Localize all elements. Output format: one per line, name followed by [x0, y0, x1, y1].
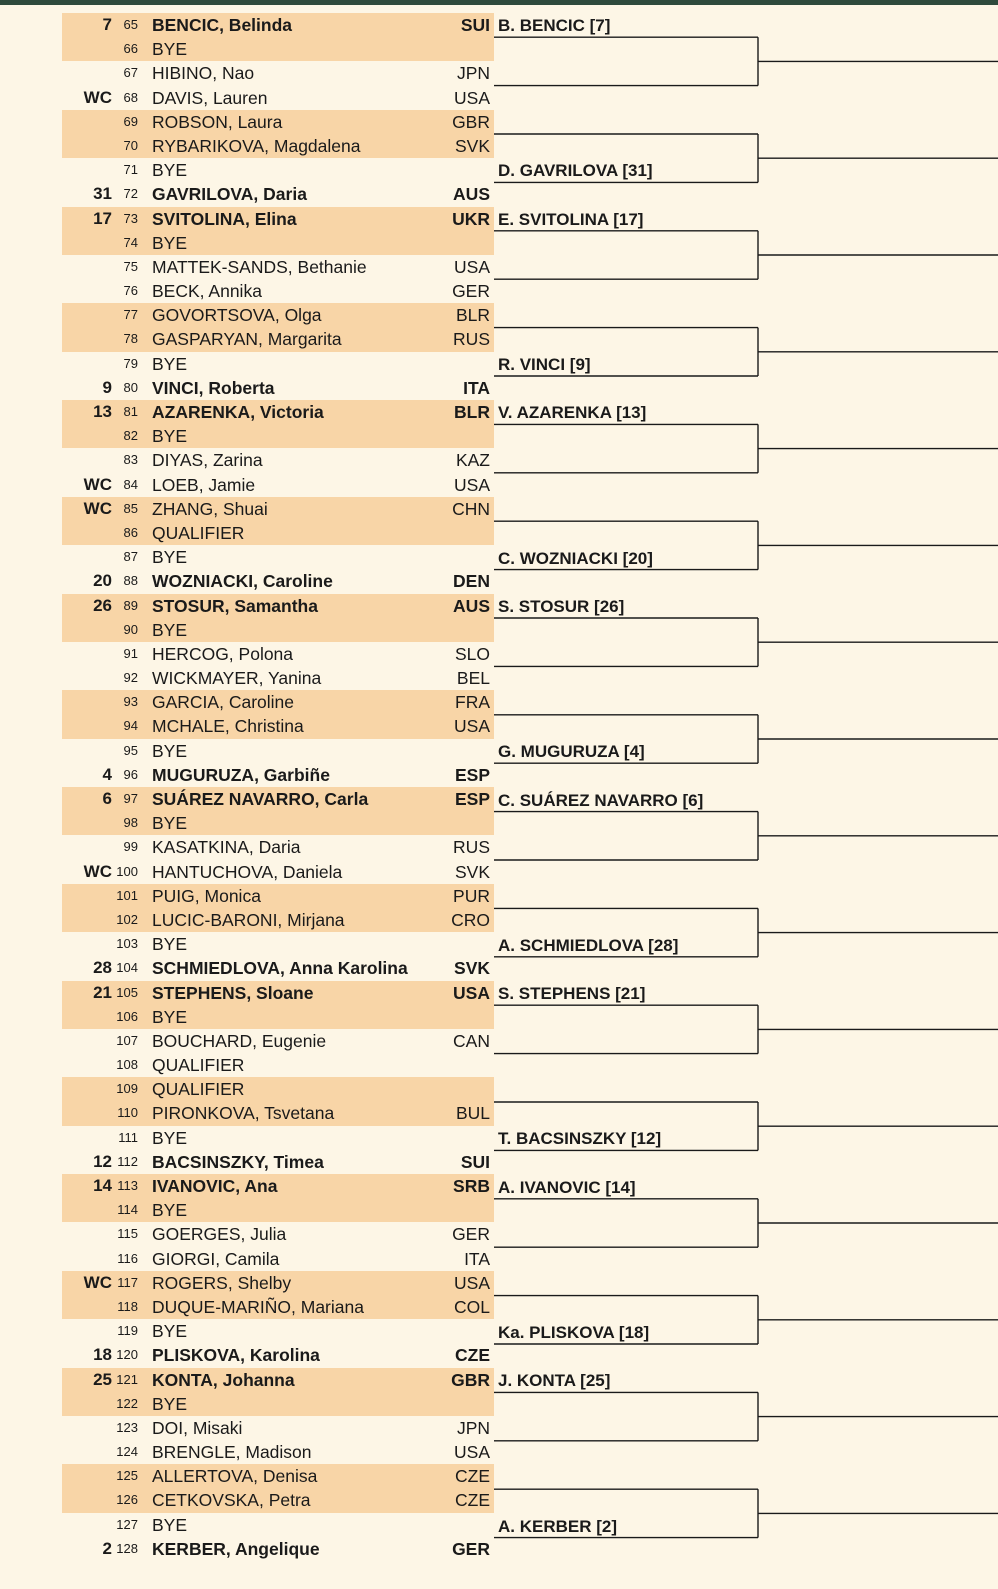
draw-number: 124: [116, 1444, 138, 1460]
player: ZHANG, Shuai: [152, 498, 268, 519]
player: LOEB, Jamie: [152, 474, 256, 495]
draw-number: 118: [117, 1298, 138, 1314]
draw-number: 103: [116, 936, 138, 952]
draw-number: 110: [117, 1105, 138, 1121]
draw-number: 68: [123, 89, 138, 105]
country: GBR: [452, 111, 490, 132]
draw-number: 108: [116, 1057, 138, 1073]
draw-number: 111: [118, 1129, 138, 1145]
draw-number: 98: [123, 815, 138, 831]
player: ROGERS, Shelby: [152, 1272, 292, 1293]
player: BYE: [152, 1514, 188, 1535]
draw-number: 84: [123, 476, 138, 492]
winner-label: D. GAVRILOVA [31]: [498, 161, 653, 181]
country: PUR: [453, 885, 490, 906]
draw-number: 66: [123, 41, 138, 57]
player: PIRONKOVA, Tsvetana: [152, 1103, 335, 1124]
draw-number: 88: [123, 573, 138, 589]
draw-number: 73: [123, 210, 138, 226]
country: GER: [452, 281, 490, 302]
winner-label: A. KERBER [2]: [498, 1516, 618, 1536]
player: WOZNIACKI, Caroline: [152, 571, 333, 592]
country: SUI: [460, 1151, 490, 1172]
country: ESP: [454, 789, 490, 809]
draw-number: 81: [123, 404, 138, 419]
country: USA: [453, 982, 490, 1003]
country: JPN: [456, 63, 490, 84]
draw-number: 102: [116, 911, 138, 927]
draw-number: 101: [116, 887, 138, 903]
player: DOI, Misaki: [152, 1417, 243, 1438]
country: GBR: [451, 1369, 490, 1390]
seed-label: WC: [83, 861, 112, 881]
draw-number: 104: [116, 960, 138, 976]
country: KAZ: [455, 450, 490, 471]
country: JPN: [456, 1417, 490, 1438]
player: STOSUR, Samantha: [152, 595, 318, 616]
player: BYE: [152, 1200, 188, 1221]
country: SLO: [454, 643, 490, 664]
winner-label: V. AZARENKA [13]: [498, 403, 647, 423]
country: USA: [454, 716, 490, 737]
player: GARCIA, Caroline: [152, 692, 294, 713]
draw-number: 76: [123, 283, 138, 299]
country: CZE: [455, 1466, 490, 1487]
seed-label: 26: [93, 595, 112, 615]
player: STEPHENS, Sloane: [152, 982, 314, 1003]
draw-number: 89: [123, 597, 138, 613]
player: SUÁREZ NAVARRO, Carla: [152, 789, 369, 809]
player: BOUCHARD, Eugenie: [152, 1030, 327, 1051]
draw-number: 92: [123, 670, 138, 686]
player: HIBINO, Nao: [152, 63, 255, 84]
seed-label: 18: [93, 1345, 112, 1365]
player: BYE: [152, 1321, 188, 1342]
country: GER: [452, 1538, 490, 1559]
player: WICKMAYER, Yanina: [152, 668, 322, 689]
player: ALLERTOVA, Denisa: [152, 1466, 318, 1487]
seed-label: 21: [93, 982, 112, 1002]
player: BACSINSZKY, Timea: [152, 1151, 324, 1172]
winner-label: S. STEPHENS [21]: [498, 984, 646, 1004]
player: QUALIFIER: [152, 1079, 245, 1100]
draw-number: 99: [123, 839, 138, 855]
player: BYE: [152, 1393, 188, 1414]
draw-number: 85: [123, 500, 138, 516]
draw-number: 94: [123, 718, 138, 734]
player: MUGURUZA, Garbiñe: [152, 764, 330, 785]
player: DAVIS, Lauren: [152, 87, 268, 108]
draw-number: 82: [123, 428, 138, 444]
country: ITA: [463, 377, 490, 398]
player: GOERGES, Julia: [152, 1224, 287, 1245]
player: GAVRILOVA, Daria: [152, 184, 307, 205]
draw-number: 86: [123, 524, 138, 540]
country: USA: [454, 87, 490, 108]
draw-number: 77: [123, 307, 138, 323]
draw-number: 114: [117, 1202, 138, 1218]
draw-number: 91: [123, 645, 138, 661]
winner-label: C. WOZNIACKI [20]: [498, 548, 653, 568]
player: BYE: [152, 160, 188, 181]
player: HANTUCHOVA, Daniela: [152, 861, 343, 882]
player: BYE: [152, 426, 188, 447]
country: CAN: [453, 1030, 490, 1051]
draw-number: 119: [117, 1323, 138, 1339]
player: VINCI, Roberta: [152, 377, 275, 398]
winner-label: T. BACSINSZKY [12]: [498, 1129, 662, 1149]
draw-number: 65: [123, 17, 138, 32]
seed-label: 7: [102, 15, 112, 34]
draw-number: 125: [116, 1468, 138, 1484]
player: BYE: [152, 547, 188, 568]
winner-label: G. MUGURUZA [4]: [498, 742, 645, 762]
winner-label: C. SUÁREZ NAVARRO [6]: [498, 790, 704, 810]
winner-label: A. SCHMIEDLOVA [28]: [498, 935, 679, 955]
player: MCHALE, Christina: [152, 716, 304, 737]
player: BENCIC, Belinda: [152, 15, 293, 35]
seed-label: 4: [102, 764, 112, 784]
country: SVK: [454, 135, 490, 156]
player: DUQUE-MARIÑO, Mariana: [152, 1296, 364, 1317]
draw-number: 95: [123, 742, 138, 758]
player: BYE: [152, 813, 188, 834]
player: ROBSON, Laura: [152, 111, 283, 132]
player: GOVORTSOVA, Olga: [152, 305, 322, 326]
winner-label: E. SVITOLINA [17]: [498, 209, 644, 229]
seed-label: WC: [83, 1272, 112, 1292]
draw-number: 127: [116, 1516, 138, 1532]
seed-label: 13: [93, 402, 112, 421]
player: BYE: [152, 740, 188, 761]
player: RYBARIKOVA, Magdalena: [152, 135, 361, 156]
player: SCHMIEDLOVA, Anna Karolina: [152, 958, 408, 979]
draw-number: 71: [123, 162, 138, 178]
winner-label: R. VINCI [9]: [498, 355, 591, 374]
winner-label: J. KONTA [25]: [498, 1371, 611, 1391]
draw-number: 120: [116, 1347, 138, 1363]
player: SVITOLINA, Elina: [152, 208, 297, 229]
player: AZARENKA, Victoria: [152, 402, 324, 422]
player: GASPARYAN, Margarita: [152, 329, 342, 350]
country: DEN: [453, 571, 490, 592]
player: BYE: [152, 353, 188, 374]
player: KERBER, Angelique: [152, 1538, 320, 1559]
player: KONTA, Johanna: [152, 1369, 295, 1390]
player: PLISKOVA, Karolina: [152, 1345, 320, 1366]
country: SVK: [454, 861, 490, 882]
country: CZE: [455, 1490, 490, 1511]
country: SVK: [454, 958, 490, 979]
country: GER: [452, 1224, 490, 1245]
player: BYE: [152, 934, 188, 955]
player: GIORGI, Camila: [152, 1248, 280, 1269]
player: DIYAS, Zarina: [152, 450, 263, 471]
country: BLR: [454, 402, 490, 422]
player: HERCOG, Polona: [152, 643, 294, 664]
draw-number: 123: [116, 1419, 138, 1435]
draw-number: 121: [116, 1371, 138, 1387]
winner-label: A. IVANOVIC [14]: [498, 1177, 636, 1197]
draw-number: 90: [123, 621, 138, 637]
draw-number: 80: [123, 379, 138, 395]
country: COL: [454, 1296, 490, 1317]
country: SUI: [460, 15, 490, 35]
draw-number: 106: [116, 1008, 138, 1024]
country: ESP: [454, 764, 490, 785]
draw-number: 122: [116, 1395, 138, 1411]
draw-number: 128: [116, 1540, 138, 1556]
draw-number: 75: [123, 258, 138, 274]
draw-number: 79: [123, 355, 138, 371]
country: AUS: [453, 595, 490, 616]
draw-number: 100: [116, 863, 138, 879]
player: BYE: [152, 1006, 188, 1027]
draw-number: 107: [116, 1032, 138, 1048]
draw-number: 96: [123, 766, 138, 782]
draw-number: 115: [117, 1226, 138, 1242]
player: BRENGLE, Madison: [152, 1442, 312, 1463]
country: USA: [454, 474, 490, 495]
draw-number: 126: [116, 1492, 138, 1508]
country: USA: [454, 1442, 490, 1463]
seed-label: 14: [93, 1176, 112, 1195]
seed-label: 28: [93, 958, 112, 978]
seed-label: WC: [83, 87, 112, 107]
player: MATTEK-SANDS, Bethanie: [152, 256, 367, 277]
seed-label: WC: [83, 498, 112, 518]
player: BYE: [152, 232, 188, 253]
winner-label: S. STOSUR [26]: [498, 597, 625, 616]
draw-number: 87: [123, 549, 138, 565]
draw-number: 74: [123, 234, 138, 250]
draw-number: 109: [116, 1081, 138, 1097]
country: CZE: [455, 1345, 490, 1366]
seed-label: 17: [93, 208, 112, 228]
country: FRA: [455, 692, 490, 713]
country: USA: [454, 1272, 490, 1293]
seed-label: 9: [102, 377, 112, 397]
seed-label: 2: [102, 1538, 112, 1558]
draw-number: 93: [123, 694, 138, 710]
country: CHN: [452, 498, 490, 519]
country: BUL: [455, 1103, 490, 1124]
player: QUALIFIER: [152, 522, 245, 543]
country: UKR: [452, 208, 490, 229]
seed-label: 31: [93, 184, 112, 204]
seed-label: 6: [102, 789, 112, 808]
player: IVANOVIC, Ana: [152, 1176, 278, 1196]
player: LUCIC-BARONI, Mirjana: [152, 909, 345, 930]
player: QUALIFIER: [152, 1055, 245, 1076]
winner-label: B. BENCIC [7]: [498, 16, 611, 36]
player: PUIG, Monica: [152, 885, 261, 906]
country: RUS: [453, 837, 490, 858]
player: BYE: [152, 1127, 188, 1148]
draw-number: 113: [117, 1178, 138, 1193]
country: BEL: [456, 668, 490, 689]
draw-number: 116: [117, 1250, 138, 1266]
seed-label: WC: [83, 474, 112, 494]
draw-number: 69: [123, 113, 138, 129]
country: AUS: [453, 184, 490, 205]
draw-number: 78: [123, 331, 138, 347]
country: ITA: [464, 1248, 490, 1269]
player: CETKOVSKA, Petra: [152, 1490, 311, 1511]
draw-number: 97: [123, 791, 138, 806]
country: SRB: [453, 1176, 490, 1196]
seed-label: 20: [93, 571, 112, 591]
seed-label: 25: [93, 1369, 112, 1389]
draw-number: 117: [117, 1274, 138, 1290]
seed-label: 12: [93, 1151, 112, 1171]
player: KASATKINA, Daria: [152, 837, 301, 858]
country: CRO: [451, 909, 490, 930]
draw-number: 72: [123, 186, 138, 202]
country: BLR: [455, 305, 490, 326]
winner-label: Ka. PLISKOVA [18]: [498, 1323, 650, 1342]
player: BECK, Annika: [152, 281, 262, 302]
player: BYE: [152, 619, 188, 640]
draw-number: 112: [117, 1153, 138, 1169]
draw-number: 70: [123, 137, 138, 153]
draw-number: 67: [123, 65, 138, 81]
country: USA: [454, 256, 490, 277]
country: RUS: [453, 329, 490, 350]
draw-number: 83: [123, 452, 138, 468]
player: BYE: [152, 39, 188, 60]
draw-number: 105: [116, 984, 138, 1000]
